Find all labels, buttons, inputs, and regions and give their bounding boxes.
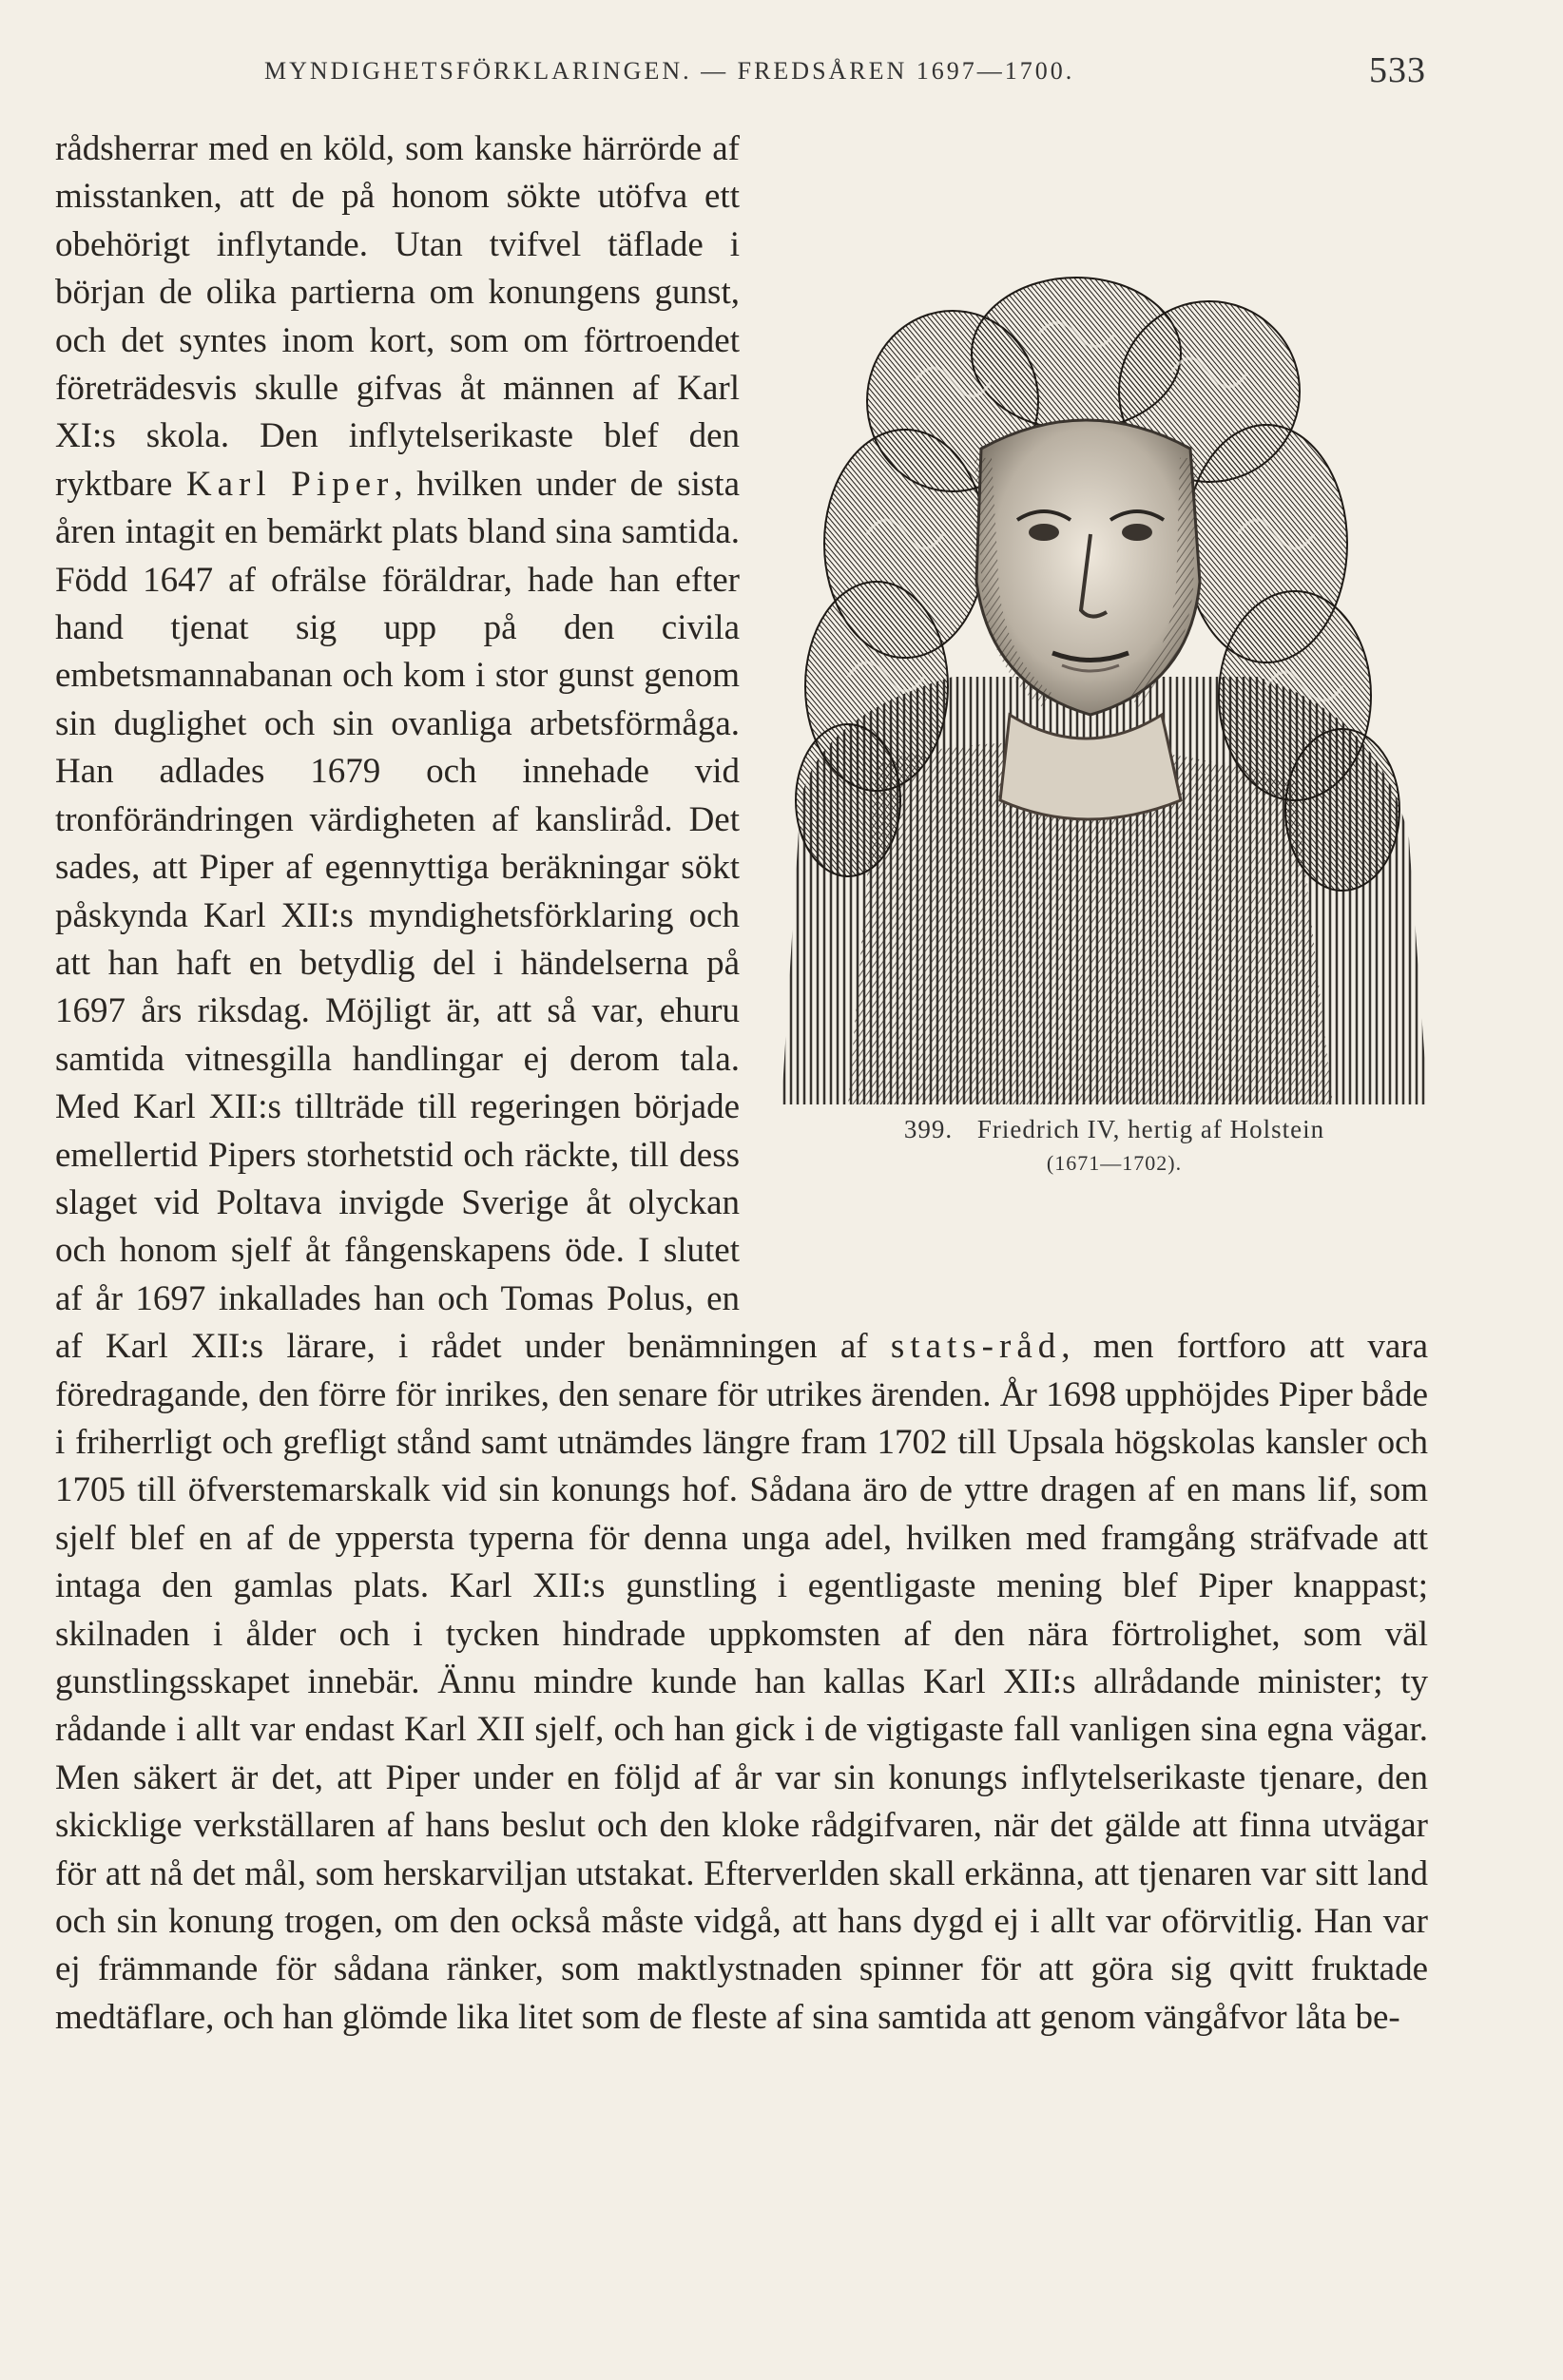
running-title: MYNDIGHETSFÖRKLARINGEN. — FREDSÅREN 1697—1700. [264,57,1075,85]
statsrad-term: stats-råd [890,1327,1062,1367]
text-part-2: , hvilken under de sista åren intagit en bemärkt plats bland sina samtida. Född 1647 af ofrälse föräldrar, hade han efter hand tjenat sig upp på den civila embetsmannabanan och kom i stor gunst genom sin duglighet och sin ovanliga arbetsförmåga. Han adlades 1679 och innehade vid tronförändringen värdigheten af kansliråd. Det sades, att Piper af egennyttiga beräkningar sökt påskynda Karl XII:s myndighetsförklaring och att han haft en betydlig del i händelserna på 1697 års riksdag. Möjligt är, att så var, ehuru samtida vitnesgilla handlingar ej derom tala. Med Karl XII:s tillträde till regeringen började emellertid Pipers storhetstid och räckte, till dess slaget vid Poltava invigde Sverige åt olyckan och honom sjelf åt fångenskapens öde. I slutet af år 1697 inkallades han och Tomas Polus, en af Karl XII:s lärare, i rådet under benämningen af [55,464,891,1367]
portrait-engraving [762,268,1428,1104]
body-text [55,125,1428,2042]
portrait-image [762,268,1428,1104]
piper-name: Karl Piper [185,464,395,504]
figure-dates: (1671—1702). [1046,1151,1183,1175]
page-number: 533 [1369,50,1426,90]
running-head [57,49,1426,91]
figure [762,268,1428,1285]
figure-caption-text: Friedrich IV, hertig af Holstein [976,1115,1325,1143]
text-part-3: , men fortforo att vara föredragande, den förre för inrikes, den senare för utrikes ärenden. År 1698 upphöjdes Piper både i friherrligt och grefligt stånd samt utnämdes längre fram 1702 till Upsala högskolas kansler och 1705 till öfverstemarskalk vid sin konungs hof. Sådana äro de yttre dragen af en mans lif, som sjelf blef en af de ypperstа typerna för denna unga adel, hvilken med framgång sträfvade att intaga den gamlas plats. Karl XII:s gunstling i egentligaste mening blef Piper knappast; skilnaden i ålder och i tycken hindrade uppkomsten af den nära förtrolighet, som väl gunstlingsskapet innebär. Ännu mindre kunde han kallas Karl XII:s allrådande minister; ty rådande i allt var endast Karl XII sjelf, och han gick i de vigtigaste fall vanligen sina egna vägar. Men säkert är det, att Piper under en följd af år var sin konungs inflytelserikaste tjenare, den skicklige verkställaren af hans beslut och den kloke rådgifvaren, när det gälde att finna utvägar för att nå det mål, som herskarviljan utstakat. Efterverlden skall erkänna, att tjenaren var sitt land och sin konung trogen, om den också måste vidgå, att hans dygd ej i allt var oförvitlig. Han var ej främmande för sådana ränker, som maktlystnaden spinner för att göra sig qvitt fruktade medtäflare, och han glömde lika litet som de fleste af sina samtida att genom vängåfvor låta be- [55,1327,1428,2037]
figure-caption [801,1112,1428,1180]
text-part-1: rådsherrar med en köld, som kanske härrörde af misstanken, att de på honom sökte utöfva ett obehörigt inflytande. Utan tvifvel täflade i början de olika partierna om konungens gunst, och det syntes inom kort, som om förtroendet företrädesvis skulle gifvas åt männen af Karl XI:s skola. Den inflytelserikaste blef den ryktbare [55,129,740,504]
figure-number: 399. [903,1115,954,1143]
